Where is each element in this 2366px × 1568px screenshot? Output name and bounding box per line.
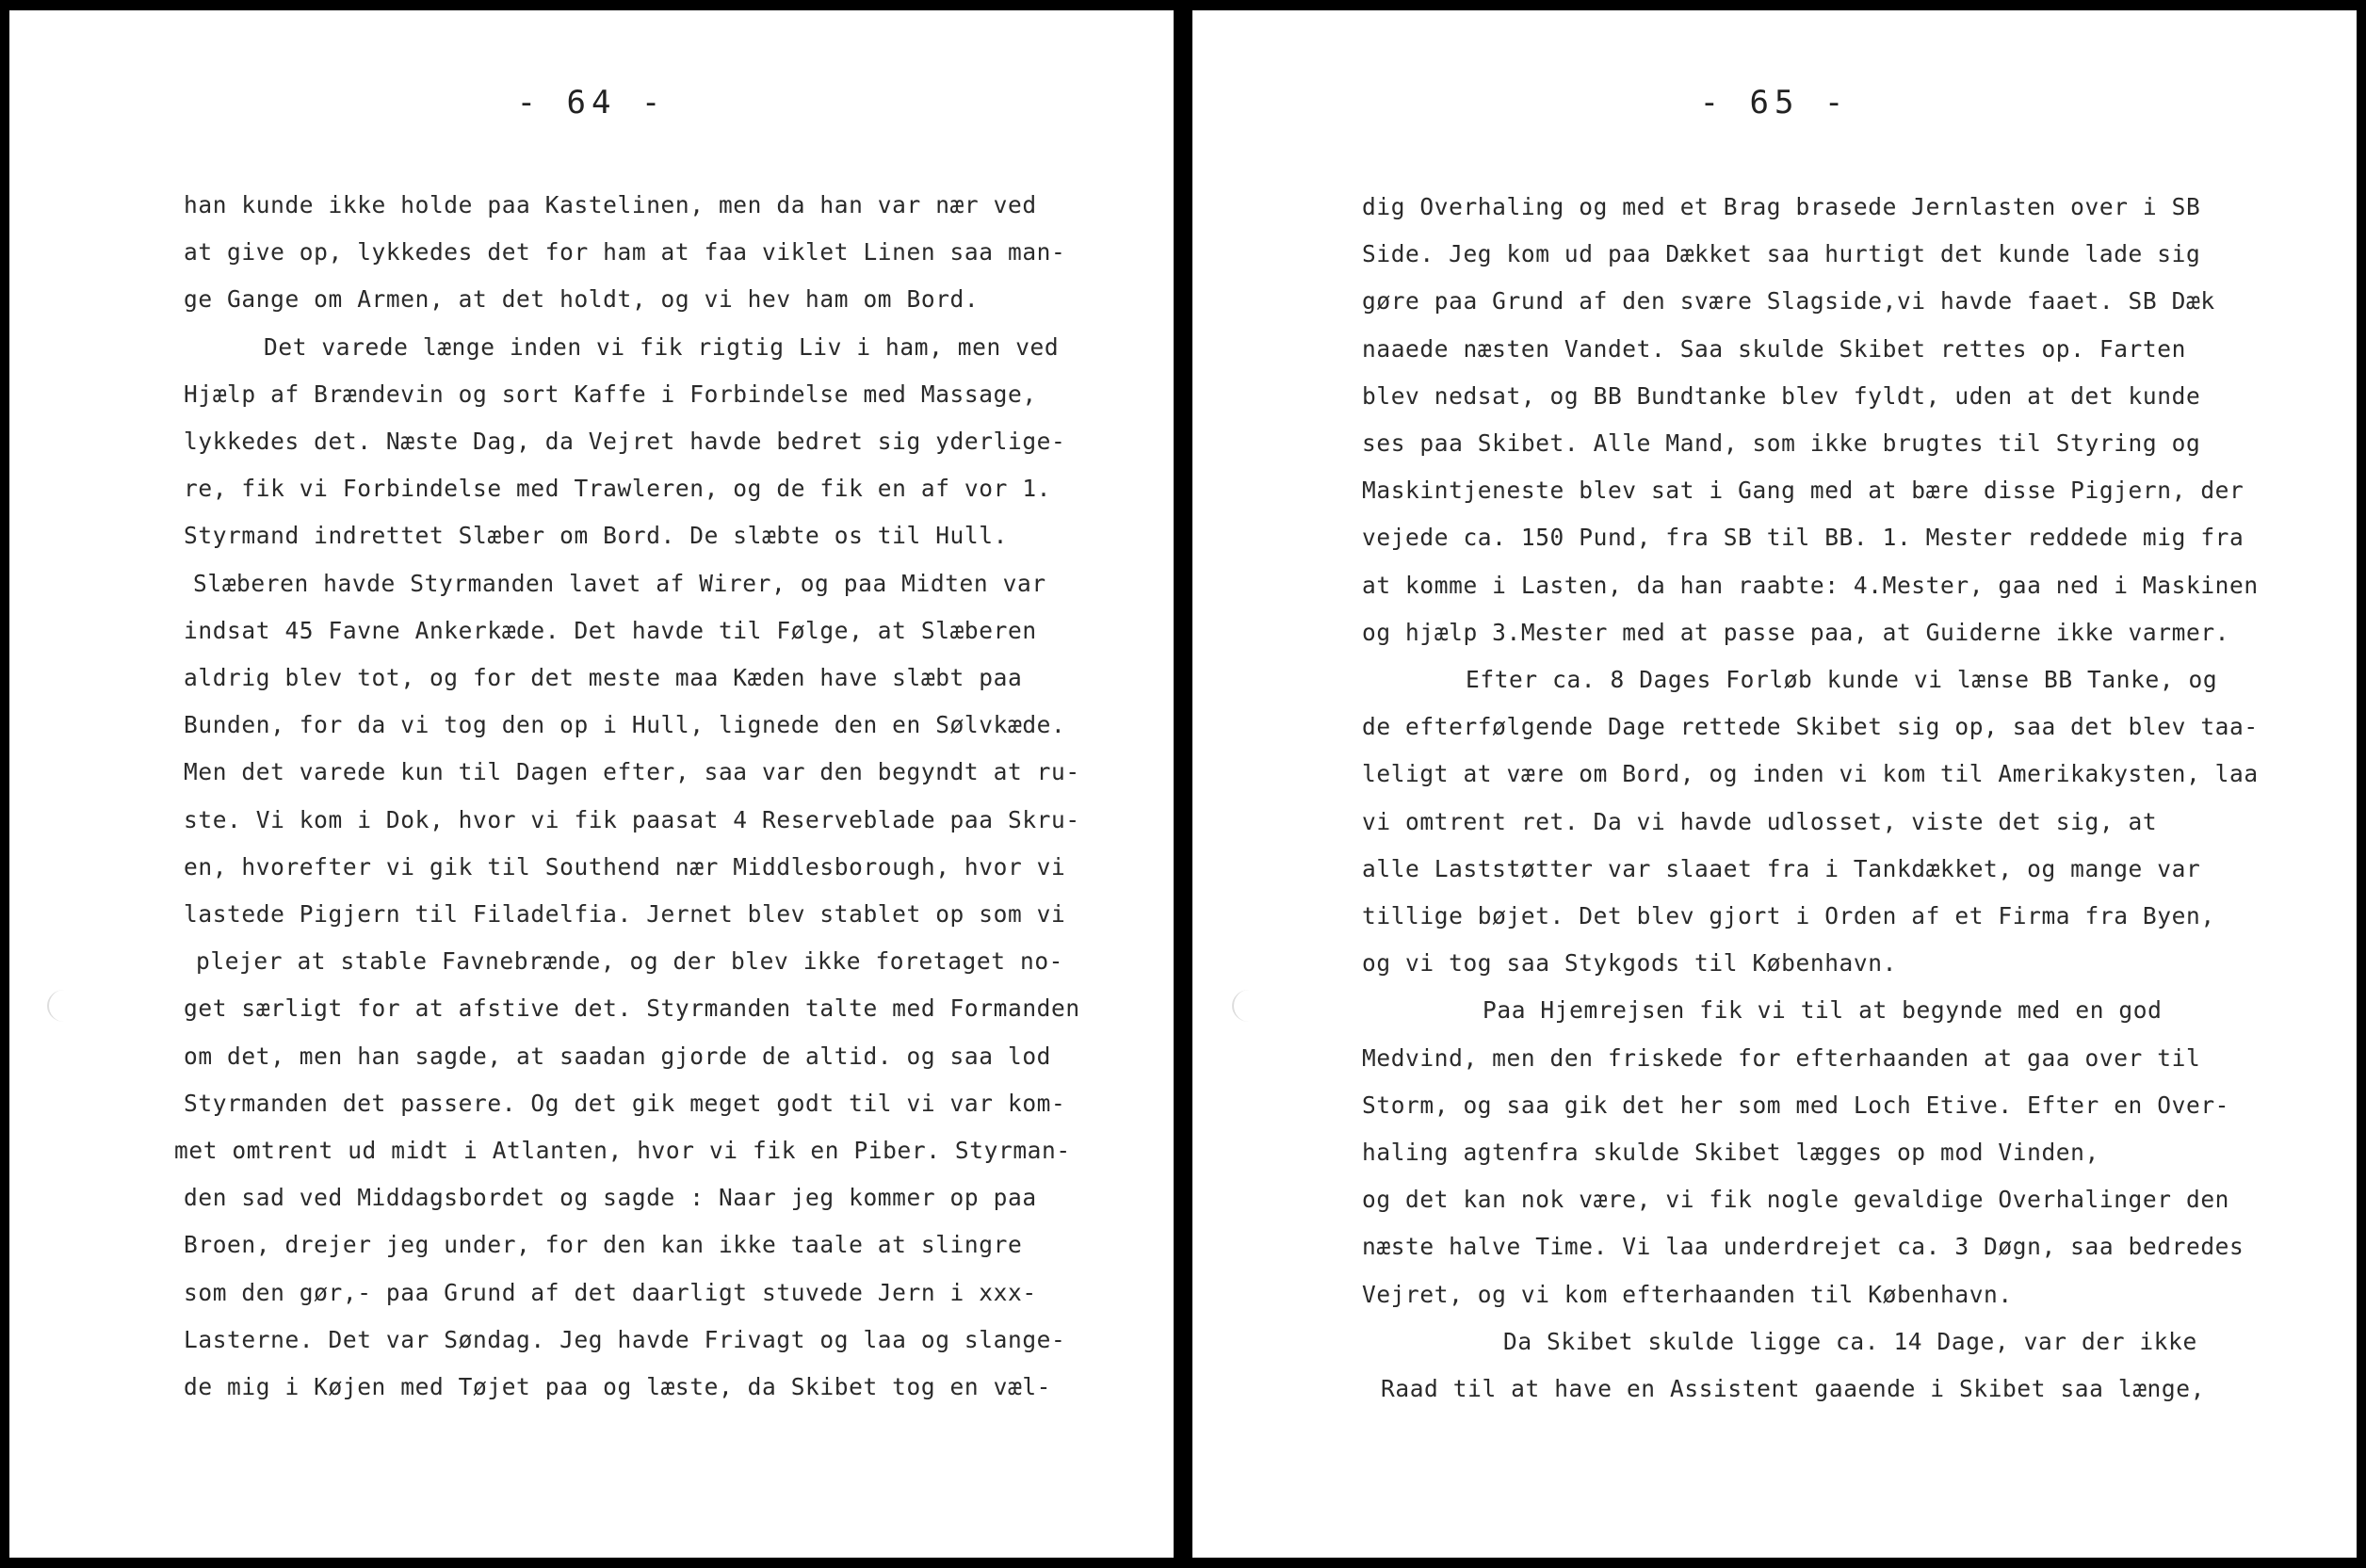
- text-line: lykkedes det. Næste Dag, da Vejret havde bedret sig yderlige-: [184, 428, 1066, 455]
- text-line: en, hvorefter vi gik til Southend nær Middlesborough, hvor vi: [184, 852, 1066, 881]
- text-line: de mig i Køjen med Tøjet paa og læste, da Skibet tog en væl-: [184, 1373, 1052, 1400]
- text-line: indsat 45 Favne Ankerkæde. Det havde til Følge, at Slæberen: [184, 616, 1037, 644]
- text-line: re, fik vi Forbindelse med Trawleren, og de fik en af vor 1.: [184, 475, 1052, 503]
- text-line: og vi tog saa Stykgods til København.: [1362, 949, 1897, 978]
- text-line: blev nedsat, og BB Bundtanke blev fyldt, uden at det kunde: [1362, 381, 2201, 410]
- text-line: at give op, lykkedes det for ham at faa viklet Linen saa man-: [184, 238, 1066, 267]
- margin-mark: [47, 990, 81, 1022]
- text-line: som den gør,- paa Grund af det daarligt stuvede Jern i xxx-: [184, 1278, 1037, 1306]
- text-line: ses paa Skibet. Alle Mand, som ikke brugtes til Styring og: [1362, 429, 2201, 457]
- text-line: ste. Vi kom i Dok, hvor vi fik paasat 4 Reserveblade paa Skru-: [184, 805, 1080, 833]
- text-line: gøre paa Grund af den svære Slagside,vi havde faaet. SB Dæk: [1362, 287, 2215, 315]
- text-line: Vejret, og vi kom efterhaanden til København.: [1362, 1280, 2013, 1308]
- text-line: Men det varede kun til Dagen efter, saa var den begyndt at ru-: [184, 758, 1080, 786]
- text-line: plejer at stable Favnebrænde, og der blev ikke foretaget no-: [196, 947, 1064, 976]
- text-line: aldrig blev tot, og for det meste maa Kæden have slæbt paa: [184, 664, 1023, 691]
- page-number: - 65 -: [1699, 84, 1850, 121]
- page-number: - 64 -: [516, 84, 667, 121]
- text-line: haling agtenfra skulde Skibet lægges op mod Vinden,: [1362, 1139, 2099, 1166]
- text-line: de efterfølgende Dage rettede Skibet sig op, saa det blev taa-: [1362, 713, 2259, 741]
- text-line: met omtrent ud midt i Atlanten, hvor vi fik en Piber. Styrman-: [174, 1137, 1071, 1164]
- text-line: Medvind, men den friskede for efterhaanden at gaa over til: [1362, 1043, 2201, 1072]
- text-line: Hjælp af Brændevin og sort Kaffe i Forbindelse med Massage,: [184, 380, 1037, 408]
- text-line: Side. Jeg kom ud paa Dækket saa hurtigt det kunde lade sig: [1362, 240, 2201, 268]
- text-line: tillige bøjet. Det blev gjort i Orden af et Firma fra Byen,: [1362, 902, 2215, 929]
- text-line: Raad til at have en Assistent gaaende i Skibet saa længe,: [1381, 1375, 2205, 1402]
- text-line: den sad ved Middagsbordet og sagde : Naar jeg kommer op paa: [184, 1184, 1037, 1212]
- text-line: Paa Hjemrejsen fik vi til at begynde med en god: [1483, 996, 2163, 1025]
- text-line: Maskintjeneste blev sat i Gang med at bære disse Pigjern, der: [1362, 477, 2244, 505]
- text-line: Styrmanden det passere. Og det gik meget godt til vi var kom-: [184, 1089, 1066, 1117]
- text-line: Det varede længe inden vi fik rigtig Liv i ham, men ved: [264, 332, 1060, 361]
- text-line: dig Overhaling og med et Brag brasede Jernlasten over i SB: [1362, 193, 2201, 220]
- text-line: og hjælp 3.Mester med at passe paa, at Guiderne ikke varmer.: [1362, 618, 2230, 646]
- text-line: næste halve Time. Vi laa underdrejet ca. 3 Døgn, saa bedredes: [1362, 1233, 2244, 1261]
- text-line: ge Gange om Armen, at det holdt, og vi hev ham om Bord.: [184, 285, 980, 314]
- text-line: Lasterne. Det var Søndag. Jeg havde Frivagt og laa og slange-: [184, 1325, 1066, 1353]
- text-line: get særligt for at afstive det. Styrmanden talte med Formanden: [184, 994, 1080, 1023]
- text-line: leligt at være om Bord, og inden vi kom til Amerikakysten, laa: [1362, 760, 2259, 788]
- text-line: Storm, og saa gik det her som med Loch Etive. Efter en Over-: [1362, 1091, 2230, 1119]
- text-line: vi omtrent ret. Da vi havde udlosset, viste det sig, at: [1362, 807, 2158, 835]
- text-line: vejede ca. 150 Pund, fra SB til BB. 1. Mester reddede mig fra: [1362, 524, 2244, 552]
- right-page: [1192, 10, 2357, 1558]
- text-line: Broen, drejer jeg under, for den kan ikke taale at slingre: [184, 1231, 1023, 1259]
- text-line: Slæberen havde Styrmanden lavet af Wirer, og paa Midten var: [193, 569, 1046, 597]
- margin-mark: [1232, 990, 1266, 1022]
- text-line: Bunden, for da vi tog den op i Hull, lignede den en Sølvkæde.: [184, 711, 1066, 739]
- text-line: Styrmand indrettet Slæber om Bord. De slæbte os til Hull.: [184, 522, 1008, 550]
- text-line: han kunde ikke holde paa Kastelinen, men da han var nær ved: [184, 191, 1037, 218]
- text-line: om det, men han sagde, at saadan gjorde de altid. og saa lod: [184, 1042, 1052, 1070]
- text-line: og det kan nok være, vi fik nogle gevaldige Overhalinger den: [1362, 1186, 2230, 1214]
- text-line: Efter ca. 8 Dages Forløb kunde vi lænse BB Tanke, og: [1466, 666, 2218, 693]
- text-line: alle Laststøtter var slaaet fra i Tankdækket, og mange var: [1362, 854, 2201, 882]
- text-line: naaede næsten Vandet. Saa skulde Skibet rettes op. Farten: [1362, 334, 2186, 363]
- text-line: at komme i Lasten, da han raabte: 4.Mester, gaa ned i Maskinen: [1362, 571, 2259, 599]
- text-line: lastede Pigjern til Filadelfia. Jernet blev stablet op som vi: [184, 900, 1066, 928]
- left-page: [9, 10, 1174, 1558]
- text-line: Da Skibet skulde ligge ca. 14 Dage, var der ikke: [1503, 1327, 2197, 1355]
